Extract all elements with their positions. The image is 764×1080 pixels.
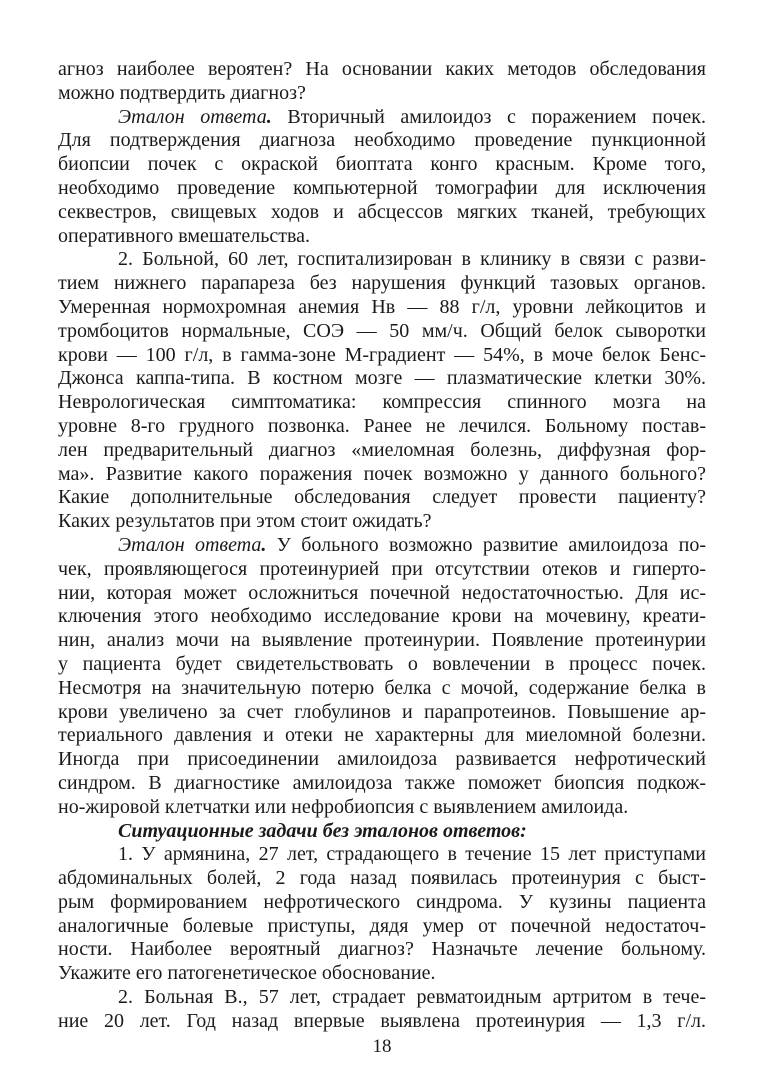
text-line: ности. Наиболее вероятный диагноз? Назначьте лечение больному. <box>58 938 706 961</box>
text-line: Неврологическая симптоматика: компрессия спинного мозга на <box>58 391 706 414</box>
paragraph <box>58 843 706 986</box>
paragraph <box>58 106 706 249</box>
text-line: Какие дополнительные обследования следует провести пациенту? <box>58 486 706 509</box>
text-line: синдром. В диагностике амилоидоза также поможет биопсия подкож- <box>58 771 706 794</box>
text-line: нии, которая может осложниться почечной недостаточностью. Для ис- <box>58 581 706 604</box>
text-line: аналогичные болевые приступы, дядя умер от почечной недостаточ- <box>58 914 706 937</box>
text-line: агноз наиболее вероятен? На основании каких методов обследования <box>58 58 706 80</box>
text-line: ние 20 лет. Год назад впервые выявлена протеинурия — 1,3 г/л. <box>58 1009 706 1032</box>
text-line: Каких результатов при этом стоит ожидать? <box>58 510 432 533</box>
paragraph <box>58 248 706 534</box>
text-line: Джонса каппа-типа. В костном мозге — плазматические клетки 30%. <box>58 367 706 390</box>
text-line: Укажите его патогенетическое обоснование. <box>58 962 436 985</box>
paragraph <box>58 58 706 106</box>
text-line: териального давления и отеки не характерны для миеломной болезни. <box>58 724 706 747</box>
text-line: нин, анализ мочи на выявление протеинурии. Появление протеинурии <box>58 629 706 652</box>
text-line: биопсии почек с окраской биоптата конго красным. Кроме того, <box>58 153 706 176</box>
text-line: Эталон ответа. У больного возможно развитие амилоидоза по- <box>118 533 706 556</box>
section-heading <box>58 820 706 844</box>
text-line: можно подтвердить диагноз? <box>58 81 306 104</box>
text-line: 2. Больной, 60 лет, госпитализирован в клинику в связи с разви- <box>118 248 706 271</box>
answer-label: Эталон ответа. <box>118 105 272 128</box>
text-line: лен предварительный диагноз «миеломная болезнь, диффузная фор- <box>58 438 706 461</box>
text-line: Несмотря на значительную потерю белка с мочой, содержание белка в <box>58 676 706 699</box>
text-line: крови — 100 г/л, в гамма-зоне М-градиент — 54%, в моче белок Бенс- <box>58 343 706 366</box>
page-number: 18 <box>372 1036 392 1057</box>
text-line: ма». Развитие какого поражения почек возможно у данного больного? <box>58 462 706 485</box>
text-line: 1. У армянина, 27 лет, страдающего в течение 15 лет приступами <box>118 843 706 866</box>
answer-label: Эталон ответа. <box>118 533 267 556</box>
text-line: рым формированием нефротического синдрома. У кузины пациента <box>58 890 706 913</box>
text-line: ключения этого необходимо исследование крови на мочевину, креати- <box>58 605 706 628</box>
text-line: необходимо проведение компьютерной томографии для исключения <box>58 176 706 199</box>
text-line: уровне 8-го грудного позвонка. Ранее не лечился. Больному постав- <box>58 414 706 437</box>
text-line: абдоминальных болей, 2 года назад появилась протеинурия с быст- <box>58 867 706 890</box>
text-line: тием нижнего парапареза без нарушения функций тазовых органов. <box>58 272 706 295</box>
paragraph <box>58 534 706 820</box>
text-line: Иногда при присоединении амилоидоза развивается нефротический <box>58 748 706 771</box>
heading-text: Ситуационные задачи без эталонов ответов: <box>118 819 527 842</box>
paragraph <box>58 986 706 1034</box>
text-line: но-жировой клетчатки или нефробиопсия с выявлением амилоида. <box>58 795 629 818</box>
text-line: 2. Больная В., 57 лет, страдает ревматоидным артритом в тече- <box>118 986 706 1009</box>
text-line: Эталон ответа. Вторичный амилоидоз с поражением почек. <box>118 105 706 128</box>
text-line: секвестров, свищевых ходов и абсцессов мягких тканей, требующих <box>58 200 706 223</box>
text-line: оперативного вмешательства. <box>58 224 311 247</box>
text-line: у пациента будет свидетельствовать о вовлечении в процесс почек. <box>58 652 706 675</box>
text-line: Для подтверждения диагноза необходимо проведение пункционной <box>58 129 706 152</box>
text-line: крови увеличено за счет глобулинов и парапротеинов. Повышение ар- <box>58 700 706 723</box>
text-line: тромбоцитов нормальные, СОЭ — 50 мм/ч. Общий белок сыворотки <box>58 319 706 342</box>
text-line: Умеренная нормохромная анемия Нв — 88 г/л, уровни лейкоцитов и <box>58 295 706 318</box>
document-page-body <box>58 58 706 1034</box>
text-line: чек, проявляющегося протеинурией при отсутствии отеков и гиперто- <box>58 557 706 580</box>
